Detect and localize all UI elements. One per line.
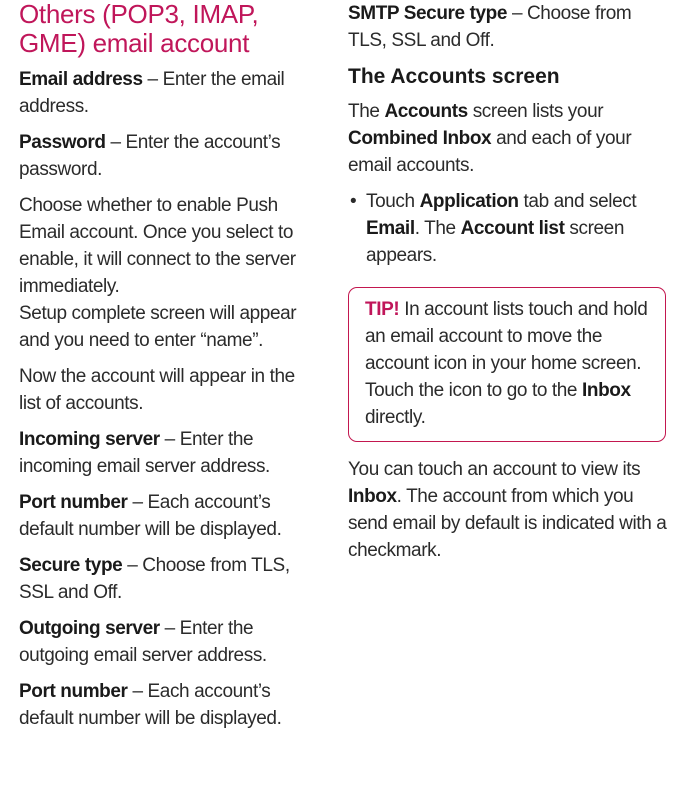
- account-list-paragraph: Now the account will appear in the list of accounts.: [19, 366, 295, 414]
- right-column: [348, 0, 668, 573]
- term: Email: [366, 218, 415, 239]
- incoming-server-paragraph: [19, 426, 319, 480]
- tip-label: TIP!: [365, 299, 400, 320]
- left-column: [19, 0, 319, 741]
- text: screen lists your: [472, 101, 604, 122]
- inbox-paragraph: [348, 456, 668, 564]
- text: tab and select: [523, 191, 637, 212]
- term: Application: [419, 191, 519, 212]
- section-heading: [19, 0, 319, 58]
- port-number-paragraph-2: [19, 678, 319, 732]
- bullet-dot: •: [350, 191, 357, 212]
- accounts-screen-paragraph: [348, 98, 668, 179]
- outgoing-server-paragraph: [19, 615, 319, 669]
- term: Email address: [19, 69, 143, 90]
- term: Combined Inbox: [348, 128, 492, 149]
- term: Account list: [460, 218, 565, 239]
- password-paragraph: [19, 129, 319, 183]
- description: – Enter the outgoing email server address.: [19, 618, 267, 666]
- text: and each of your email accounts.: [348, 128, 632, 176]
- text: You can touch an account to view its: [348, 459, 641, 480]
- text: In account lists touch and hold an email account to move the account icon in your home screen. Touch the icon to go to the: [365, 299, 648, 401]
- description: – Enter the account’s password.: [19, 132, 281, 180]
- description: – Choose from TLS, SSL and Off.: [19, 555, 290, 603]
- term: Outgoing server: [19, 618, 160, 639]
- term: Accounts: [384, 101, 468, 122]
- text: directly.: [365, 407, 426, 428]
- term: Port number: [19, 492, 128, 513]
- setup-complete-paragraph: Setup complete screen will appear and you need to enter “name”.: [19, 303, 297, 351]
- bullet-item: [348, 188, 668, 269]
- term: SMTP Secure type: [348, 3, 508, 24]
- term: Port number: [19, 681, 128, 702]
- term: Inbox: [581, 380, 631, 401]
- text: screen appears.: [366, 218, 625, 266]
- text: . The: [414, 218, 456, 239]
- text: The: [348, 101, 380, 122]
- term: Incoming server: [19, 429, 160, 450]
- term: Secure type: [19, 555, 123, 576]
- text: . The account from which you send email by default is indicated with a checkmark.: [348, 486, 667, 561]
- port-number-paragraph: [19, 489, 319, 543]
- smtp-secure-type-paragraph: [348, 0, 668, 54]
- tip-box: [348, 287, 666, 442]
- text: Touch: [366, 191, 415, 212]
- heading-line-1: Others (POP3, IMAP,: [19, 0, 259, 29]
- email-address-paragraph: [19, 66, 319, 120]
- description: – Each account’s default number will be displayed.: [19, 681, 282, 729]
- description: – Enter the email address.: [19, 69, 285, 117]
- push-email-paragraph: Choose whether to enable Push Email account. Once you select to enable, it will connect to the server immediately.: [19, 195, 296, 297]
- term: Password: [19, 132, 106, 153]
- accounts-screen-subheading: The Accounts screen: [348, 65, 560, 88]
- description: – Enter the incoming email server address.: [19, 429, 270, 477]
- heading-line-2: GME) email account: [19, 28, 250, 58]
- secure-type-paragraph: [19, 552, 319, 606]
- description: – Each account’s default number will be displayed.: [19, 492, 282, 540]
- tip-text: [365, 296, 651, 431]
- description: – Choose from TLS, SSL and Off.: [348, 3, 632, 51]
- term: Inbox: [348, 486, 397, 507]
